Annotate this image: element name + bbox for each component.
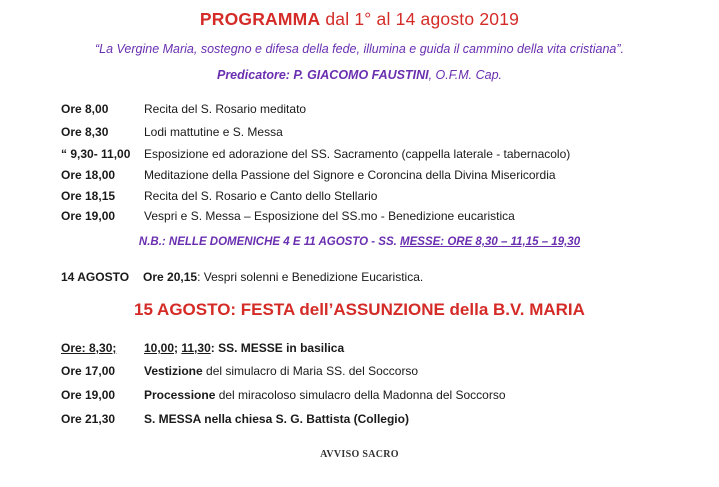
preacher-line [0, 68, 719, 82]
schedule-desc: Meditazione della Passione del Signore e Coroncina della Divina Misericordia [144, 168, 556, 182]
feast-desc: S. MESSA nella chiesa S. G. Battista (Collegio) [144, 412, 409, 426]
feast-time: Ore: 8,30; [61, 341, 117, 355]
feast-desc: Vestizione del simulacro di Maria SS. del Soccorso [144, 364, 419, 378]
program-title-dates: dal 1° al 14 agosto 2019 [320, 9, 520, 29]
schedule-time: Ore 19,00 [61, 209, 116, 223]
schedule-time: Ore 18,15 [61, 189, 116, 203]
feast-title: 15 AGOSTO: FESTA dell’ASSUNZIONE della B.V. MARIA [134, 300, 585, 319]
sunday-note-times: MESSE: ORE 8,30 – 11,15 – 19,30 [400, 236, 581, 248]
preacher-label: Predicatore: [216, 68, 290, 82]
feast-desc: Processione del miracoloso simulacro della Madonna del Soccorso [144, 388, 506, 402]
feast-time: Ore 21,30 [61, 412, 116, 426]
aug14-time: Ore 20,15 [143, 270, 198, 284]
aug14-desc: : Vespri solenni e Benedizione Eucaristica. [197, 270, 424, 284]
footer-notice: AVVISO SACRO [320, 449, 399, 460]
schedule-time: Ore 8,30 [61, 125, 109, 139]
feast-time: Ore 17,00 [61, 364, 116, 378]
aug14-line [61, 270, 423, 284]
preacher-order: , O.F.M. Cap. [428, 68, 503, 82]
theme-quote: “La Vergine Maria, sostegno e difesa della fede, illumina e guida il cammino della vita cristiana”. [95, 42, 624, 56]
schedule-desc: Lodi mattutine e S. Messa [144, 125, 283, 139]
preacher-name: P. GIACOMO FAUSTINI [289, 68, 429, 82]
aug14-date: 14 AGOSTO [61, 270, 130, 284]
schedule-time: Ore 18,00 [61, 168, 116, 182]
sunday-note [0, 236, 719, 248]
schedule-time: “ 9,30- 11,00 [61, 147, 131, 161]
feast-desc: 10,00; 11,30: SS. MESSE in basilica [144, 341, 345, 355]
program-title [0, 9, 719, 30]
schedule-desc: Esposizione ed adorazione del SS. Sacramento (cappella laterale - tabernacolo) [144, 147, 571, 161]
program-title-bold: PROGRAMMA [199, 9, 321, 29]
feast-time: Ore 19,00 [61, 388, 116, 402]
schedule-desc: Recita del S. Rosario meditato [144, 102, 307, 116]
schedule-time: Ore 8,00 [61, 102, 109, 116]
schedule-desc: Vespri e S. Messa – Esposizione del SS.mo - Benedizione eucaristica [144, 209, 515, 223]
schedule-desc: Recita del S. Rosario e Canto dello Stellario [144, 189, 378, 203]
sunday-note-prefix: N.B.: NELLE DOMENICHE 4 E 11 AGOSTO - SS. [138, 236, 401, 248]
